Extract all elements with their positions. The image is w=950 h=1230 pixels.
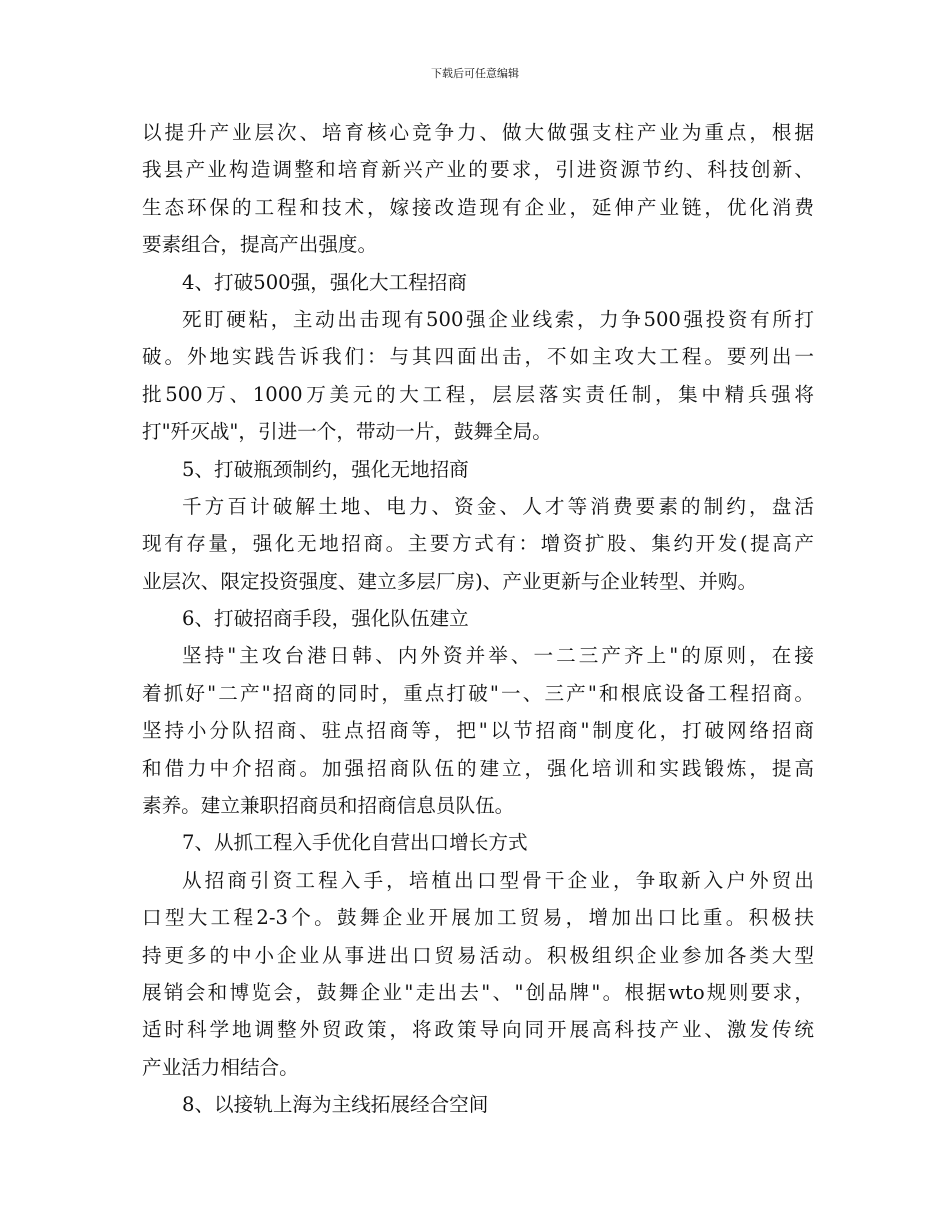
text-line: 现有存量，强化无地招商。主要方式有：增资扩股、集约开发(提高产 (142, 532, 814, 556)
text-line: 以提升产业层次、培育核心竞争力、做大做强支柱产业为重点，根据 (142, 121, 814, 144)
text-line: 从招商引资工程入手，培植出口型骨干企业，争取新入户外贸出 (182, 868, 814, 892)
text-line: 着抓好"二产"招商的同时，重点打破"一、三产"和根底设备工程招商。 (142, 681, 814, 705)
text-line: 口型大工程2-3个。鼓舞企业开展加工贸易，增加出口比重。积极扶 (142, 906, 814, 930)
paragraph (142, 301, 814, 451)
text-line: 生态环保的工程和技术，嫁接改造现有企业，延伸产业链，优化消费 (142, 195, 814, 219)
text-line: 和借力中介招商。加强招商队伍的建立，强化培训和实践锻炼，提高 (142, 756, 814, 780)
heading-text: 5、打破瓶颈制约，强化无地招商 (182, 457, 469, 481)
heading-text: 6、打破招商手段，强化队伍建立 (182, 607, 469, 631)
text-line: 业层次、限定投资强度、建立多层厂房)、产业更新与企业转型、并购。 (142, 569, 758, 593)
heading-text: 4、打破500强，强化大工程招商 (182, 270, 467, 294)
section-heading (142, 264, 814, 301)
text-line: 要素组合，提高产出强度。 (142, 233, 378, 257)
text-line: 打"歼灭战"，引进一个，带动一片，鼓舞全局。 (142, 420, 552, 444)
document-body (142, 114, 814, 1124)
text-line: 死盯硬粘，主动出击现有500强企业线索，力争500强投资有所打 (182, 307, 814, 331)
paragraph (142, 114, 814, 264)
section-heading (142, 824, 814, 861)
text-line: 适时科学地调整外贸政策，将政策导向同开展高科技产业、激发传统 (142, 1018, 814, 1042)
section-heading (142, 1086, 814, 1123)
heading-text: 8、以接轨上海为主线拓展经合空间 (182, 1093, 489, 1117)
text-line: 坚持小分队招商、驻点招商等，把"以节招商"制度化，打破网络招商 (142, 719, 814, 743)
text-line: 破。外地实践告诉我们：与其四面出击，不如主攻大工程。要列出一 (142, 345, 814, 369)
text-line: 产业活力相结合。 (142, 1055, 299, 1079)
text-line: 千方百计破解土地、电力、资金、人才等消费要素的制约，盘活 (182, 494, 814, 518)
text-line: 素养。建立兼职招商员和招商信息员队伍。 (142, 794, 515, 818)
page-header: 下载后可任意编辑 (431, 67, 519, 80)
paragraph (142, 862, 814, 1086)
text-line: 我县产业构造调整和培育新兴产业的要求，引进资源节约、科技创新、 (142, 158, 814, 182)
heading-text: 7、从抓工程入手优化自营出口增长方式 (182, 831, 528, 855)
section-heading (142, 600, 814, 637)
text-line: 批500万、1000万美元的大工程，层层落实责任制，集中精兵强将 (142, 382, 814, 406)
text-line: 持更多的中小企业从事进出口贸易活动。积极组织企业参加各类大型 (142, 943, 814, 967)
section-heading (142, 451, 814, 488)
paragraph (142, 488, 814, 600)
paragraph (142, 637, 814, 824)
text-line: 坚持"主攻台港日韩、内外资并举、一二三产齐上"的原则，在接 (182, 644, 814, 668)
text-line: 展销会和博览会，鼓舞企业"走出去"、"创品牌"。根据wto规则要求， (142, 980, 814, 1004)
